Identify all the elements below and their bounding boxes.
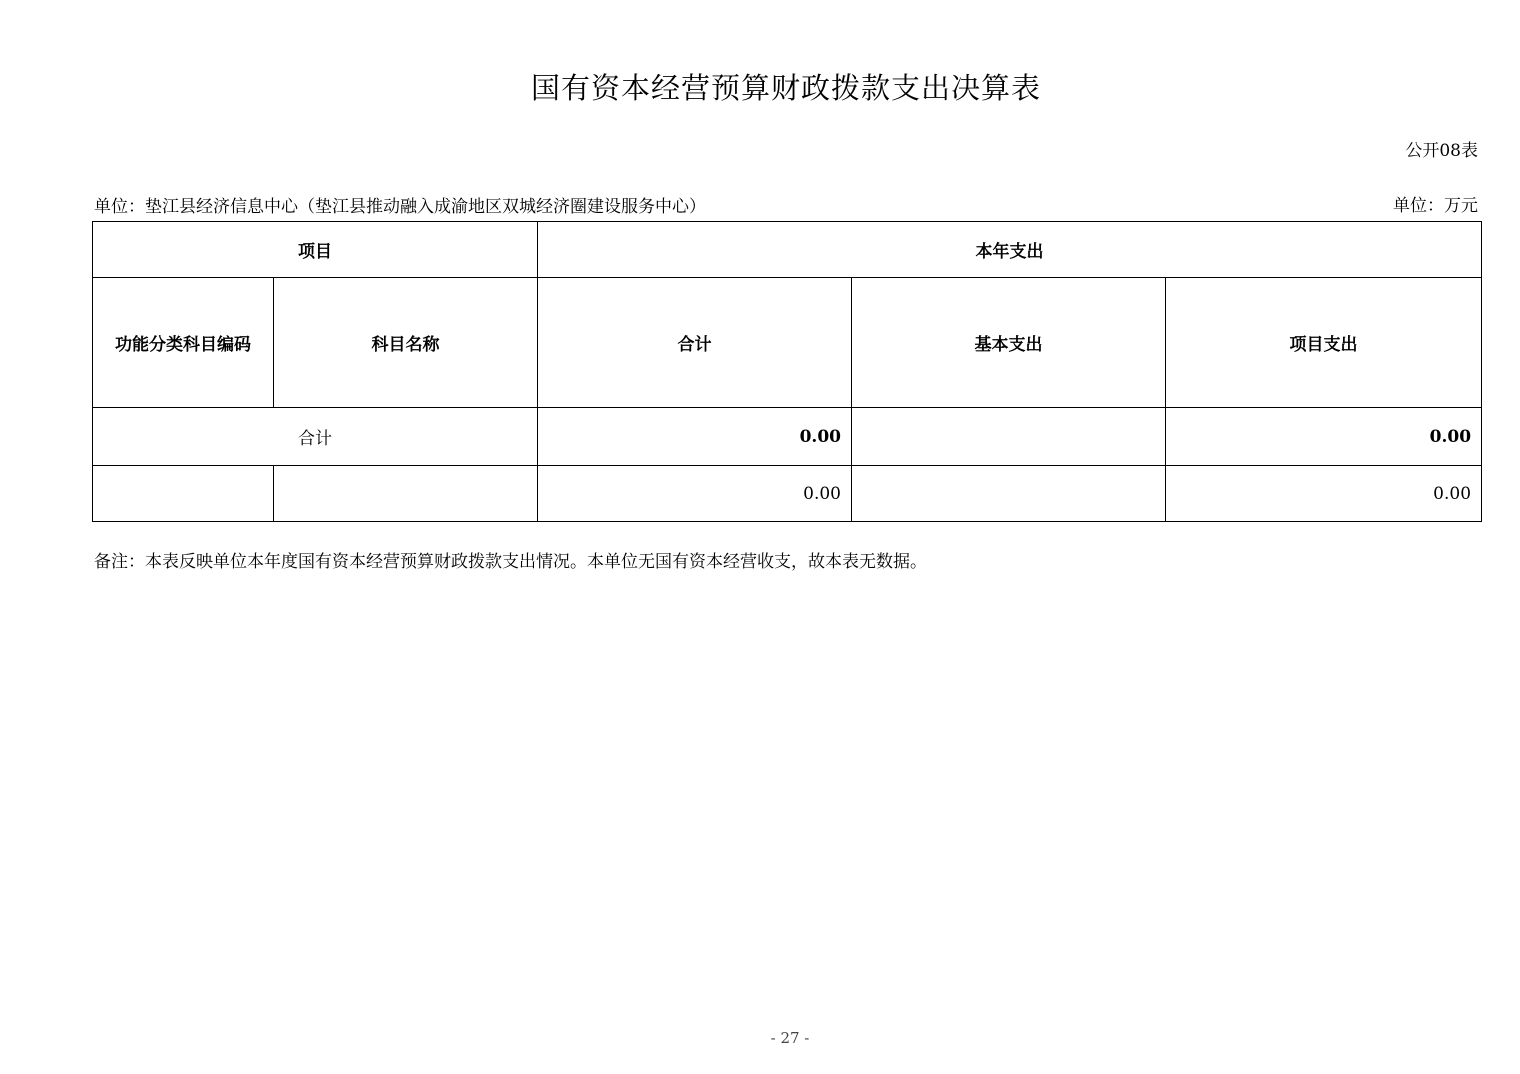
row-total: 0.00 [538,466,852,522]
header-function-code: 功能分类科目编码 [93,278,274,408]
total-row-basic [852,408,1166,466]
unit-currency: 单位：万元 [1393,196,1478,216]
header-subject-name: 科目名称 [274,278,538,408]
header-project: 项目 [93,222,538,278]
header-row-columns [93,278,1482,408]
expenditure-table [92,221,1482,522]
header-row-top [93,222,1482,278]
row-name [274,466,538,522]
row-code [93,466,274,522]
total-row-project: 0.00 [1166,408,1482,466]
total-row-total: 0.00 [538,408,852,466]
total-row-label: 合计 [93,408,538,466]
row-basic [852,466,1166,522]
header-basic-expenditure: 基本支出 [852,278,1166,408]
row-project: 0.00 [1166,466,1482,522]
page-number: - 27 - [770,1029,810,1047]
total-row [93,408,1482,466]
header-project-expenditure: 项目支出 [1166,278,1482,408]
unit-organization: 单位：垫江县经济信息中心（垫江县推动融入成渝地区双城经济圈建设服务中心） [94,197,706,217]
header-current-year-expenditure: 本年支出 [538,222,1482,278]
document-title: 国有资本经营预算财政拨款支出决算表 [530,71,1041,105]
table-row [93,466,1482,522]
header-total: 合计 [538,278,852,408]
form-number: 公开08表 [1405,141,1478,161]
table-note: 备注：本表反映单位本年度国有资本经营预算财政拨款支出情况。本单位无国有资本经营收支，故本表无数据。 [94,552,927,572]
